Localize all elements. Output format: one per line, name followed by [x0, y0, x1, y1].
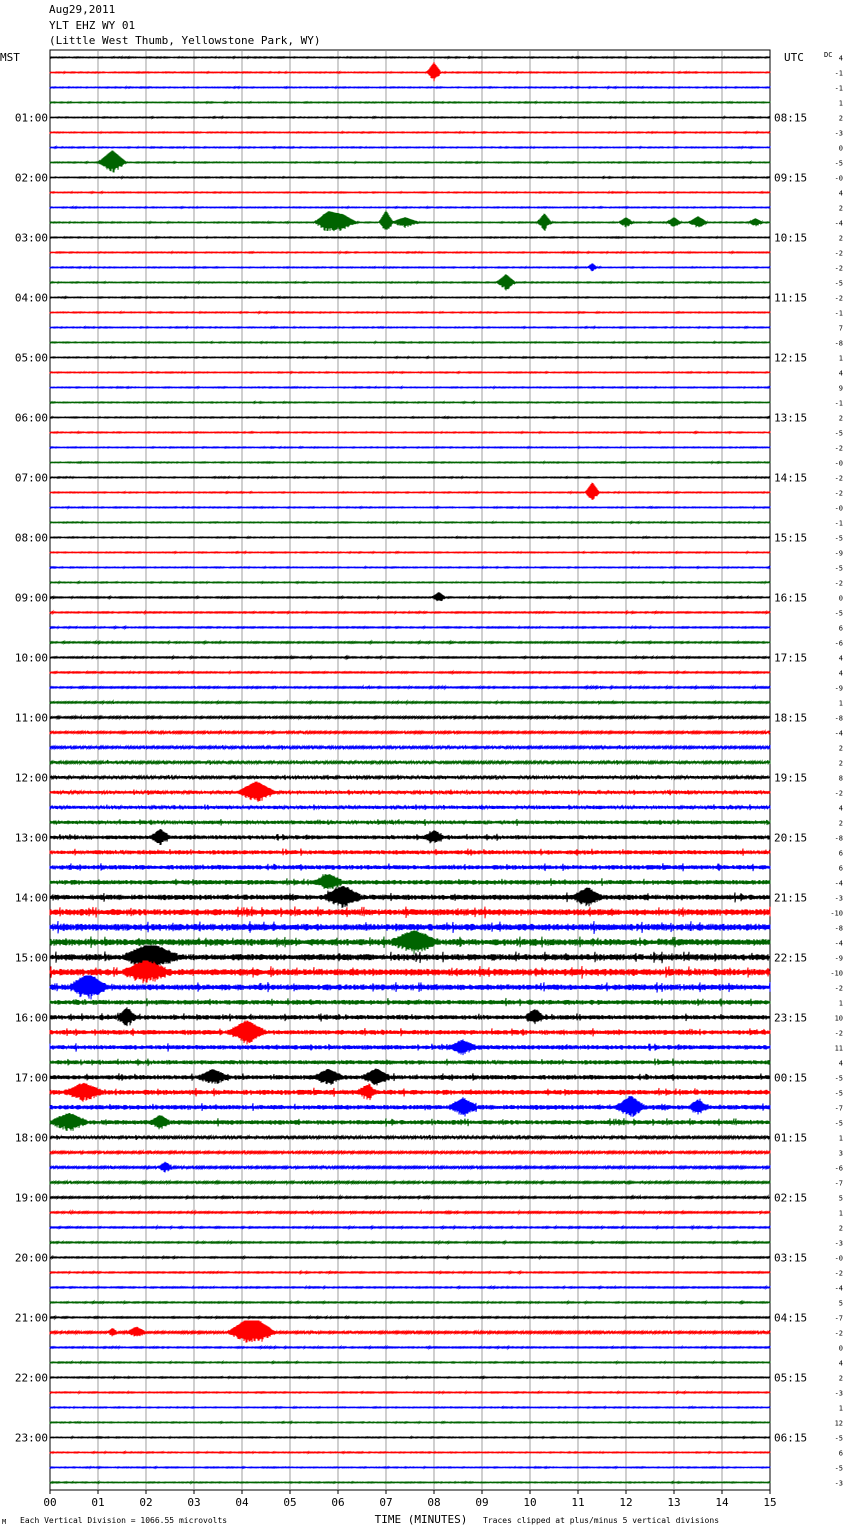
chart-location: (Little West Thumb, Yellowstone Park, WY)	[49, 34, 321, 47]
seismic-trace	[50, 132, 770, 134]
x-tick-label: 13	[667, 1496, 681, 1509]
dc-offset-label: -4	[834, 219, 843, 228]
chart-date: Aug29,2011	[49, 3, 116, 16]
seismic-trace	[50, 1059, 770, 1067]
utc-hour-label: 21:15	[774, 891, 808, 905]
seismic-trace	[50, 147, 770, 149]
dc-offset-label: -3	[834, 129, 843, 138]
x-tick-label: 00	[43, 1496, 57, 1509]
seismic-trace	[50, 192, 770, 194]
seismic-trace	[50, 507, 770, 509]
dc-offset-label: -2	[834, 789, 843, 798]
dc-offset-label: 4	[838, 1059, 843, 1068]
dc-offset-label: 4	[838, 189, 843, 198]
dc-offset-label: -9	[834, 684, 843, 693]
dc-offset-label: -10	[830, 969, 843, 978]
mst-hour-label: 09:00	[14, 591, 48, 605]
dc-offset-label: 6	[838, 849, 843, 858]
seismic-trace	[50, 1083, 770, 1102]
dc-offset-label: -0	[834, 174, 843, 183]
mst-hour-label: 04:00	[14, 291, 48, 305]
mst-hour-label: 05:00	[14, 351, 48, 365]
utc-hour-label: 03:15	[774, 1251, 808, 1265]
dc-offset-label: 2	[838, 234, 843, 243]
seismic-trace	[50, 462, 770, 464]
dc-offset-label: -2	[834, 984, 843, 993]
dc-offset-label: 10	[834, 1014, 843, 1023]
mst-hour-label: 17:00	[14, 1071, 48, 1085]
dc-offset-label: -5	[834, 429, 843, 438]
dc-offset-label: -8	[834, 714, 843, 723]
seismic-trace	[50, 447, 770, 449]
mst-hour-label: 13:00	[14, 831, 48, 845]
dc-offset-label: -8	[834, 924, 843, 933]
seismic-trace	[50, 1241, 770, 1243]
dc-offset-label: -4	[834, 939, 843, 948]
dc-offset-label: 2	[838, 1374, 843, 1383]
seismic-trace	[50, 483, 770, 500]
seismic-trace	[50, 1321, 770, 1343]
seismic-trace	[50, 1362, 770, 1364]
seismic-trace	[50, 886, 770, 908]
dc-offset-label: -1	[834, 399, 843, 408]
seismic-trace	[50, 592, 770, 601]
seismic-trace	[50, 252, 770, 254]
mst-hour-label: 18:00	[14, 1131, 48, 1145]
seismic-trace	[50, 804, 770, 810]
seismic-trace	[50, 1039, 770, 1055]
dc-offset-label: -7	[834, 1179, 843, 1188]
seismic-trace	[50, 263, 770, 271]
dc-offset-label: 3	[838, 1149, 843, 1158]
scale-note: Each Vertical Division = 1066.55 microvolts	[20, 1516, 228, 1525]
mst-hour-label: 15:00	[14, 951, 48, 965]
seismic-trace	[50, 1069, 770, 1086]
seismic-trace	[50, 1301, 770, 1303]
utc-axis-label: UTC	[784, 51, 804, 64]
x-tick-label: 04	[235, 1496, 249, 1509]
dc-offset-label: 6	[838, 1449, 843, 1458]
seismic-trace	[50, 731, 770, 735]
x-tick-label: 06	[331, 1496, 345, 1509]
dc-offset-label: 1	[838, 354, 843, 363]
dc-offset-label: 1	[838, 1404, 843, 1413]
mst-hour-label: 03:00	[14, 231, 48, 245]
dc-column-label: DC	[824, 51, 833, 59]
dc-offset-label: -0	[834, 504, 843, 513]
dc-offset-label: -2	[834, 579, 843, 588]
x-tick-label: 15	[763, 1496, 777, 1509]
dc-offset-label: 5	[838, 1299, 843, 1308]
seismic-trace	[50, 1437, 770, 1439]
seismic-trace	[50, 357, 770, 359]
seismic-trace	[50, 1096, 770, 1117]
utc-hour-label: 19:15	[774, 771, 808, 785]
utc-hour-label: 09:15	[774, 171, 808, 185]
seismic-trace	[50, 760, 770, 765]
utc-hour-label: 12:15	[774, 351, 808, 365]
dc-offset-label: -10	[830, 909, 843, 918]
dc-offset-label: -2	[834, 264, 843, 273]
mst-hour-label: 22:00	[14, 1371, 48, 1385]
seismic-trace	[50, 1021, 770, 1045]
seismic-trace	[50, 863, 770, 871]
x-axis-label: TIME (MINUTES)	[374, 1513, 468, 1526]
seismic-trace	[50, 716, 770, 719]
dc-offset-label: -2	[834, 444, 843, 453]
dc-offset-label: 2	[838, 819, 843, 828]
dc-offset-label: -8	[834, 339, 843, 348]
seismic-trace	[50, 274, 770, 290]
seismic-trace	[50, 656, 770, 658]
dc-offset-label: -7	[834, 1314, 843, 1323]
dc-offset-label: 1	[838, 1209, 843, 1218]
seismic-trace	[50, 874, 770, 889]
seismic-trace	[50, 1113, 770, 1131]
dc-offset-label: 1	[838, 699, 843, 708]
dc-offset-label: -9	[834, 954, 843, 963]
seismic-trace	[50, 829, 770, 845]
seismic-trace	[50, 671, 770, 673]
seismic-trace	[50, 641, 770, 643]
dc-offset-label: -5	[834, 609, 843, 618]
seismic-trace	[50, 327, 770, 329]
x-tick-label: 08	[427, 1496, 441, 1509]
seismic-trace	[50, 477, 770, 479]
x-tick-label: 01	[91, 1496, 105, 1509]
dc-offset-label: -1	[834, 69, 843, 78]
mst-hour-label: 08:00	[14, 531, 48, 545]
dc-offset-label: 2	[838, 414, 843, 423]
x-tick-label: 05	[283, 1496, 297, 1509]
utc-hour-label: 16:15	[774, 591, 808, 605]
seismic-trace	[50, 1181, 770, 1184]
seismic-trace	[50, 819, 770, 826]
utc-hour-label: 02:15	[774, 1191, 808, 1205]
dc-offset-label: -5	[834, 1119, 843, 1128]
x-tick-label: 11	[571, 1496, 585, 1509]
dc-offset-label: -4	[834, 1284, 843, 1293]
dc-offset-label: -3	[834, 1239, 843, 1248]
seismic-trace	[50, 998, 770, 1006]
seismic-trace	[50, 1007, 770, 1026]
seismic-trace	[50, 1226, 770, 1229]
utc-hour-label: 22:15	[774, 951, 808, 965]
dc-offset-label: 1	[838, 99, 843, 108]
utc-hour-label: 04:15	[774, 1311, 808, 1325]
utc-hour-label: 00:15	[774, 1071, 808, 1085]
dc-offset-label: 4	[838, 654, 843, 663]
seismic-trace	[50, 626, 770, 628]
dc-offset-label: 2	[838, 114, 843, 123]
seismic-trace	[50, 1286, 770, 1288]
corner-mark: M	[2, 1518, 7, 1526]
dc-offset-label: 11	[834, 1044, 843, 1053]
dc-offset-label: 6	[838, 864, 843, 873]
seismic-trace	[50, 1316, 770, 1318]
dc-offset-label: -5	[834, 159, 843, 168]
dc-offset-label: 2	[838, 744, 843, 753]
mst-hour-label: 20:00	[14, 1251, 48, 1265]
dc-offset-label: 0	[838, 594, 843, 603]
dc-offset-label: 1	[838, 999, 843, 1008]
dc-offset-label: 5	[838, 1194, 843, 1203]
seismic-trace	[50, 582, 770, 584]
x-tick-label: 03	[187, 1496, 201, 1509]
mst-hour-label: 19:00	[14, 1191, 48, 1205]
seismic-trace	[50, 745, 770, 749]
seismic-trace	[50, 907, 770, 919]
mst-hour-label: 12:00	[14, 771, 48, 785]
seismic-trace	[50, 567, 770, 569]
dc-offset-label: -5	[834, 534, 843, 543]
dc-offset-label: -3	[834, 1389, 843, 1398]
seismic-trace	[50, 151, 770, 173]
utc-hour-label: 14:15	[774, 471, 808, 485]
dc-offset-label: 0	[838, 144, 843, 153]
dc-offset-label: -3	[834, 1479, 843, 1488]
mst-hour-label: 02:00	[14, 171, 48, 185]
dc-offset-label: -2	[834, 489, 843, 498]
mst-hour-label: 01:00	[14, 111, 48, 125]
seismic-trace	[50, 342, 770, 344]
dc-offset-label: 1	[838, 1134, 843, 1143]
seismic-trace	[50, 207, 770, 209]
utc-hour-label: 08:15	[774, 111, 808, 125]
dc-offset-label: -6	[834, 639, 843, 648]
seismic-trace	[50, 686, 770, 689]
mst-hour-label: 06:00	[14, 411, 48, 425]
seismic-trace	[50, 87, 770, 89]
seismic-trace	[50, 387, 770, 389]
mst-hour-label: 14:00	[14, 891, 48, 905]
dc-offset-label: 2	[838, 1224, 843, 1233]
seismic-trace	[50, 237, 770, 239]
x-tick-label: 02	[139, 1496, 153, 1509]
mst-hour-label: 10:00	[14, 651, 48, 665]
dc-offset-label: -1	[834, 519, 843, 528]
dc-offset-label: 0	[838, 1344, 843, 1353]
seismic-trace	[50, 611, 770, 613]
seismic-trace	[50, 1162, 770, 1173]
seismic-trace	[50, 849, 770, 856]
utc-hour-label: 18:15	[774, 711, 808, 725]
dc-offset-label: 9	[838, 384, 843, 393]
seismic-trace	[50, 1377, 770, 1379]
utc-hour-label: 01:15	[774, 1131, 808, 1145]
dc-offset-label: -2	[834, 474, 843, 483]
chart-station: YLT EHZ WY 01	[49, 19, 136, 32]
seismic-trace	[50, 372, 770, 374]
dc-offset-label: -7	[834, 1104, 843, 1113]
x-tick-label: 09	[475, 1496, 489, 1509]
dc-offset-label: 4	[838, 669, 843, 678]
x-tick-label: 10	[523, 1496, 537, 1509]
dc-offset-label: -1	[834, 309, 843, 318]
seismic-trace	[50, 1392, 770, 1394]
seismic-trace	[50, 1151, 770, 1155]
dc-offset-label: 6	[838, 624, 843, 633]
seismic-trace	[50, 1452, 770, 1454]
dc-offset-label: 4	[838, 804, 843, 813]
dc-offset-label: -5	[834, 1464, 843, 1473]
dc-offset-label: -3	[834, 894, 843, 903]
dc-offset-label: -2	[834, 294, 843, 303]
dc-offset-label: -0	[834, 1254, 843, 1263]
seismic-trace	[50, 432, 770, 434]
dc-offset-label: -4	[834, 729, 843, 738]
seismic-trace	[50, 537, 770, 539]
seismic-trace	[50, 211, 770, 232]
seismic-trace	[50, 782, 770, 802]
dc-offset-label: -9	[834, 549, 843, 558]
seismic-trace	[50, 1482, 770, 1484]
mst-hour-label: 21:00	[14, 1311, 48, 1325]
seismic-trace	[50, 1346, 770, 1348]
x-tick-label: 12	[619, 1496, 633, 1509]
clip-note: Traces clipped at plus/minus 5 vertical divisions	[483, 1516, 720, 1525]
utc-hour-label: 06:15	[774, 1431, 808, 1445]
utc-hour-label: 17:15	[774, 651, 808, 665]
mst-hour-label: 23:00	[14, 1431, 48, 1445]
seismic-trace	[50, 1196, 770, 1199]
utc-hour-label: 13:15	[774, 411, 808, 425]
plot-frame	[50, 50, 770, 1490]
dc-offset-label: -5	[834, 279, 843, 288]
seismic-trace	[50, 57, 770, 59]
dc-offset-label: -0	[834, 459, 843, 468]
dc-offset-label: -4	[834, 879, 843, 888]
seismic-trace	[50, 775, 770, 780]
seismic-trace	[50, 1211, 770, 1214]
mst-hour-label: 07:00	[14, 471, 48, 485]
mst-hour-label: 11:00	[14, 711, 48, 725]
utc-hour-label: 15:15	[774, 531, 808, 545]
dc-offset-label: -5	[834, 1089, 843, 1098]
seismic-trace	[50, 297, 770, 299]
x-tick-label: 14	[715, 1496, 729, 1509]
seismic-trace	[50, 1407, 770, 1409]
dc-offset-label: -5	[834, 1434, 843, 1443]
seismic-trace	[50, 522, 770, 524]
seismic-trace	[50, 177, 770, 179]
dc-offset-label: 2	[838, 204, 843, 213]
dc-offset-label: 7	[838, 324, 843, 333]
dc-offset-label: -1	[834, 84, 843, 93]
seismic-trace	[50, 921, 770, 934]
dc-offset-label: 2	[838, 759, 843, 768]
utc-hour-label: 23:15	[774, 1011, 808, 1025]
dc-offset-label: -5	[834, 1074, 843, 1083]
seismic-trace	[50, 402, 770, 404]
seismic-trace	[50, 1467, 770, 1469]
seismic-trace	[50, 312, 770, 314]
dc-offset-label: -6	[834, 1164, 843, 1173]
seismic-trace	[50, 1256, 770, 1258]
seismic-trace	[50, 976, 770, 1000]
utc-hour-label: 10:15	[774, 231, 808, 245]
seismic-trace	[50, 1422, 770, 1424]
seismic-trace	[50, 417, 770, 419]
dc-offset-label: -2	[834, 1269, 843, 1278]
dc-offset-label: 8	[838, 774, 843, 783]
dc-offset-label: -8	[834, 834, 843, 843]
seismic-trace	[50, 117, 770, 119]
dc-offset-label: -2	[834, 249, 843, 258]
seismic-trace	[50, 1135, 770, 1140]
dc-offset-label: 12	[834, 1419, 843, 1428]
dc-offset-label: -2	[834, 1329, 843, 1338]
mst-axis-label: MST	[0, 51, 20, 64]
dc-offset-label: -5	[834, 564, 843, 573]
seismic-trace	[50, 102, 770, 104]
utc-hour-label: 11:15	[774, 291, 808, 305]
seismic-trace	[50, 552, 770, 554]
utc-hour-label: 20:15	[774, 831, 808, 845]
seismic-trace	[50, 62, 770, 81]
seismic-trace	[50, 1271, 770, 1273]
seismic-trace	[50, 701, 770, 704]
utc-hour-label: 05:15	[774, 1371, 808, 1385]
dc-offset-label: 4	[838, 54, 843, 63]
dc-offset-label: 4	[838, 1359, 843, 1368]
dc-offset-label: -2	[834, 1029, 843, 1038]
mst-hour-label: 16:00	[14, 1011, 48, 1025]
x-tick-label: 07	[379, 1496, 393, 1509]
dc-offset-label: 4	[838, 369, 843, 378]
